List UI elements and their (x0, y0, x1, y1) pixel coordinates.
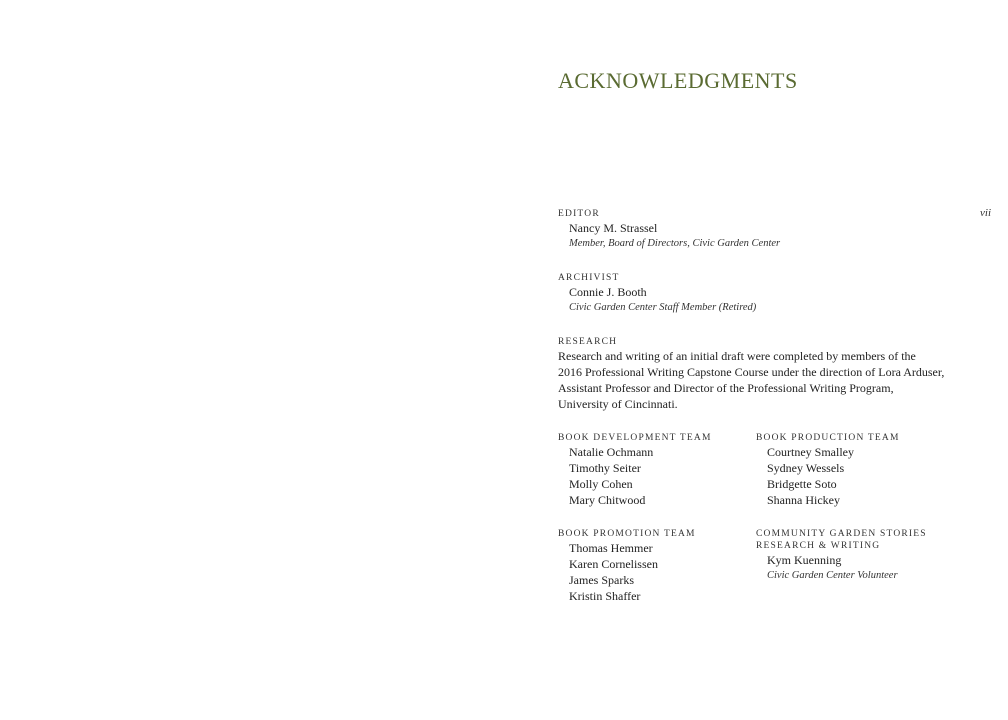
garden-stories-label: COMMUNITY GARDEN STORIES (756, 529, 927, 539)
team-member: Natalie Ochmann (569, 445, 654, 459)
promo-team-section (558, 528, 696, 604)
archivist-label: ARCHIVIST (558, 273, 620, 283)
team-member: Bridgette Soto (767, 477, 837, 491)
garden-stories-section (756, 528, 927, 584)
editor-section (558, 208, 780, 252)
research-line: University of Cincinnati. (558, 397, 678, 411)
team-member: Thomas Hemmer (569, 541, 653, 555)
editor-label: EDITOR (558, 209, 600, 219)
research-line: 2016 Professional Writing Capstone Course under the direction of Lora Arduser, (558, 365, 945, 379)
team-member: James Sparks (569, 573, 634, 587)
archivist-role: Civic Garden Center Staff Member (Retired) (569, 302, 757, 313)
team-member: Molly Cohen (569, 477, 633, 491)
prod-team-label: BOOK PRODUCTION TEAM (756, 433, 900, 443)
promo-team-label: BOOK PROMOTION TEAM (558, 529, 696, 539)
prod-team-section (756, 432, 900, 508)
dev-team-label: BOOK DEVELOPMENT TEAM (558, 433, 712, 443)
archivist-section (558, 272, 756, 316)
archivist-name: Connie J. Booth (569, 285, 647, 299)
garden-stories-role: Civic Garden Center Volunteer (767, 570, 898, 581)
garden-stories-name: Kym Kuenning (767, 553, 842, 567)
team-member: Courtney Smalley (767, 445, 854, 459)
team-member: Mary Chitwood (569, 493, 646, 507)
research-line: Assistant Professor and Director of the Professional Writing Program, (558, 381, 894, 395)
dev-team-section (558, 432, 712, 508)
page-number: vii (980, 207, 991, 219)
team-member: Kristin Shaffer (569, 589, 641, 603)
research-section (558, 336, 948, 412)
page-title: ACKNOWLEDGMENTS (558, 68, 798, 93)
research-paragraph (558, 348, 948, 412)
team-member: Karen Cornelissen (569, 557, 658, 571)
editor-name: Nancy M. Strassel (569, 221, 658, 235)
editor-role: Member, Board of Directors, Civic Garden Center (569, 238, 781, 249)
team-member: Timothy Seiter (569, 461, 641, 475)
team-member: Sydney Wessels (767, 461, 845, 475)
garden-stories-label-line2: RESEARCH & WRITING (756, 541, 881, 551)
research-label: RESEARCH (558, 337, 618, 347)
research-line: Research and writing of an initial draft were completed by members of the (558, 349, 916, 363)
team-member: Shanna Hickey (767, 493, 840, 507)
